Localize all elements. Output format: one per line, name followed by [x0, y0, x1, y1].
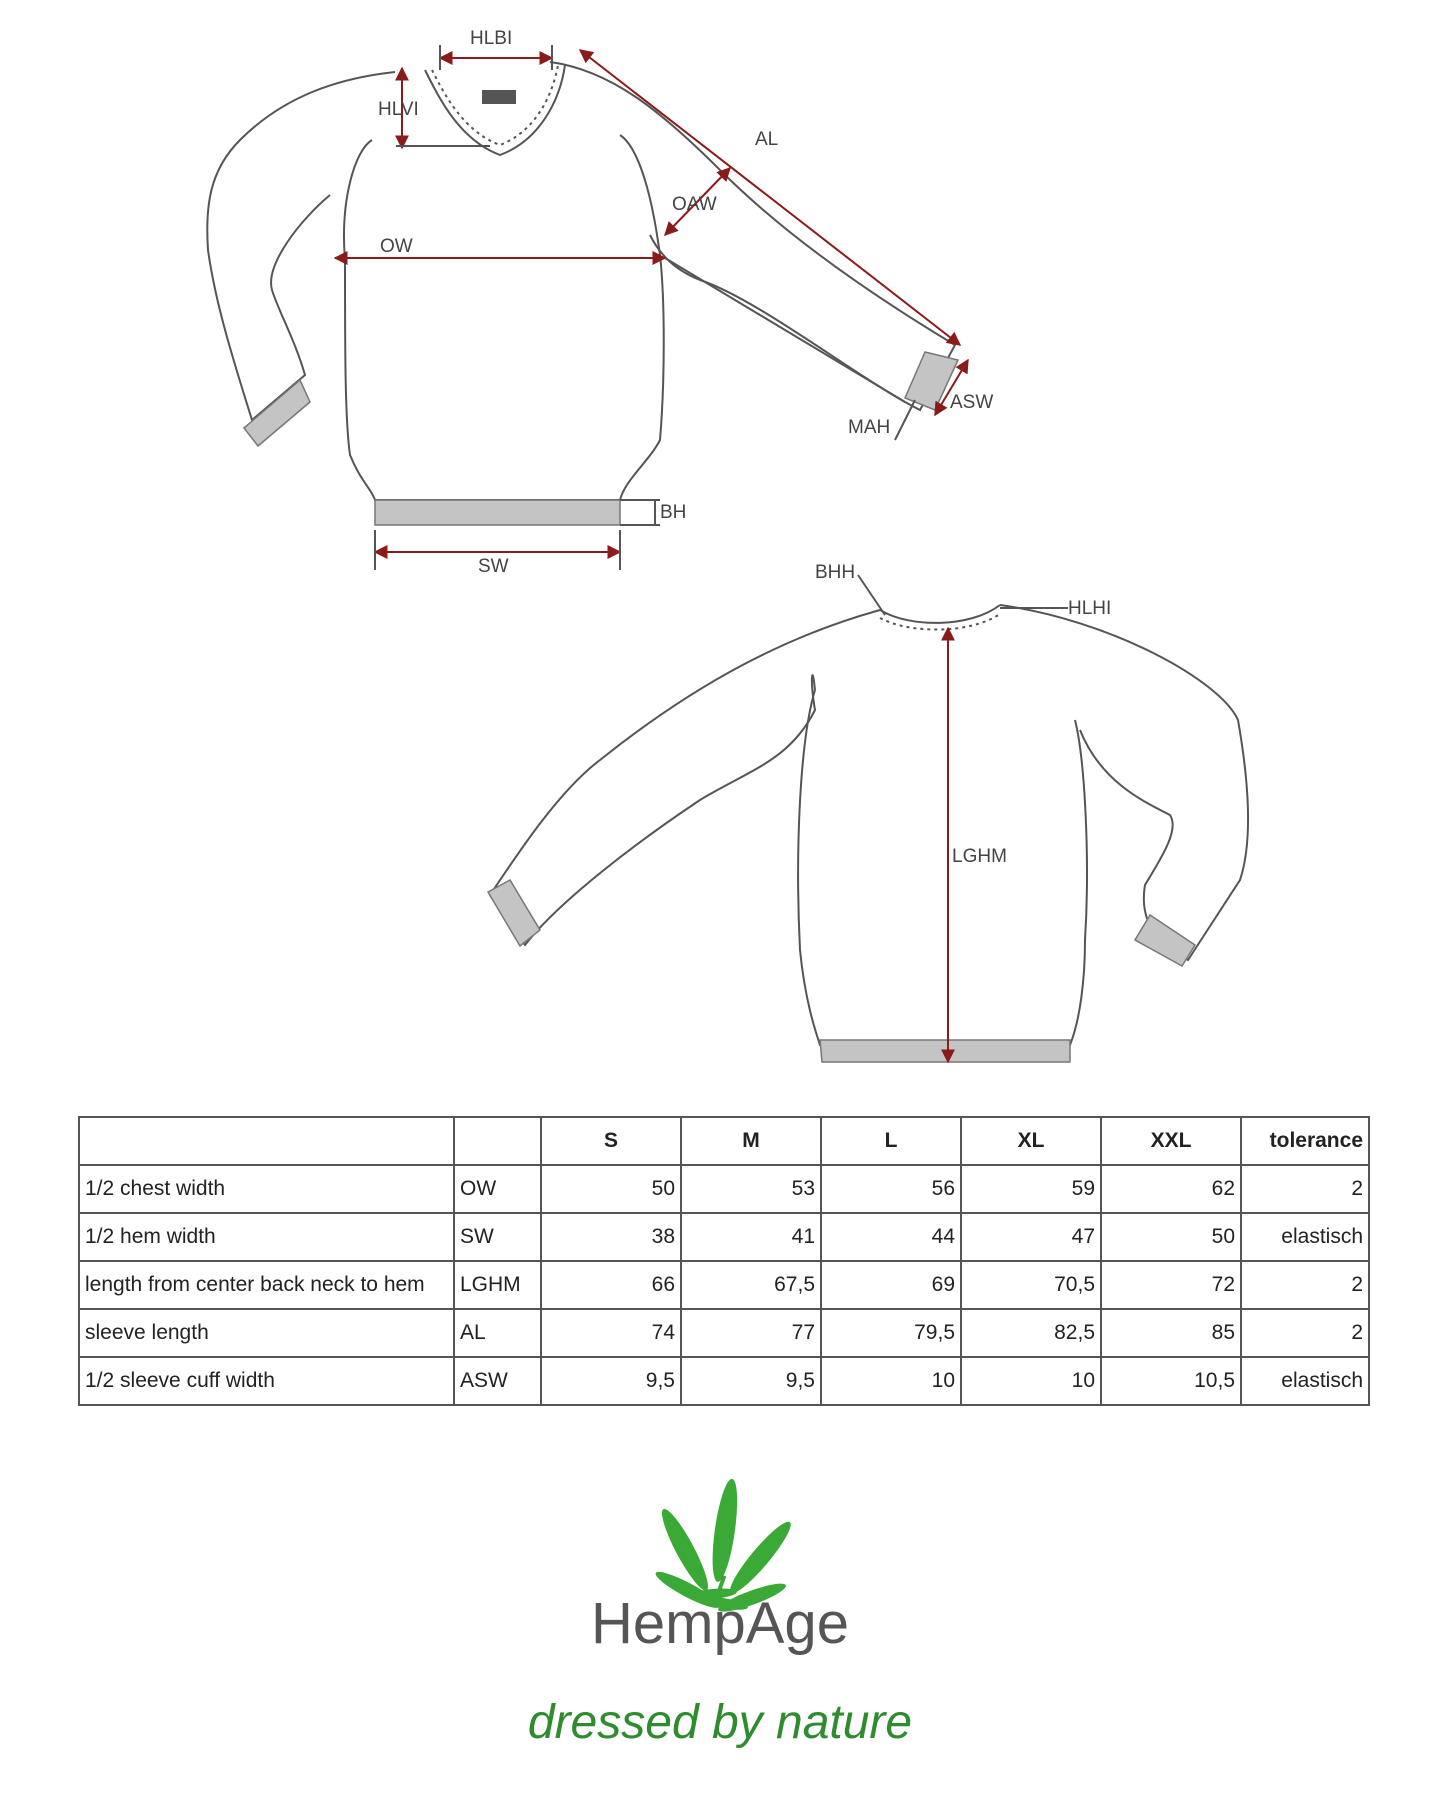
cell-tolerance: 2	[1241, 1261, 1369, 1309]
back-sweater	[490, 605, 1248, 1045]
label-lghm: LGHM	[952, 846, 1007, 867]
label-hlvi: HLVI	[378, 99, 419, 120]
label-hlbi: HLBI	[470, 28, 513, 49]
cell-xl: 82,5	[961, 1309, 1101, 1357]
table-row	[79, 1213, 1369, 1261]
mah-line	[665, 258, 905, 402]
row-code: AL	[454, 1309, 541, 1357]
cell-l: 69	[821, 1261, 961, 1309]
row-code: LGHM	[454, 1261, 541, 1309]
header-size-s: S	[541, 1117, 681, 1165]
label-sw: SW	[478, 556, 509, 577]
back-measurements	[858, 575, 1068, 1062]
cell-xl: 47	[961, 1213, 1101, 1261]
neck-label-tag	[482, 90, 516, 104]
cell-xl: 10	[961, 1357, 1101, 1405]
front-measure-labels	[378, 28, 993, 577]
cell-m: 67,5	[681, 1261, 821, 1309]
row-label: length from center back neck to hem	[79, 1261, 454, 1309]
front-left-sleeve	[207, 72, 395, 420]
header-tolerance: tolerance	[1241, 1117, 1369, 1165]
row-code: ASW	[454, 1357, 541, 1405]
label-ow: OW	[380, 236, 413, 257]
back-ribbing	[488, 880, 1195, 1062]
header-size-l: L	[821, 1117, 961, 1165]
row-label: 1/2 sleeve cuff width	[79, 1357, 454, 1405]
cell-l: 10	[821, 1357, 961, 1405]
label-oaw: OAW	[672, 194, 717, 215]
brand-tagline: dressed by nature	[527, 1696, 913, 1749]
front-neckline	[425, 65, 565, 155]
cell-s: 50	[541, 1165, 681, 1213]
cell-l: 56	[821, 1165, 961, 1213]
cell-tolerance: 2	[1241, 1309, 1369, 1357]
label-mah: MAH	[848, 417, 891, 438]
back-right-sleeve	[1000, 605, 1248, 960]
al-line	[580, 50, 960, 345]
header-label	[79, 1117, 454, 1165]
cell-m: 9,5	[681, 1357, 821, 1405]
cell-l: 44	[821, 1213, 961, 1261]
back-hem-rib	[820, 1040, 1070, 1062]
cell-l: 79,5	[821, 1309, 961, 1357]
cell-m: 77	[681, 1309, 821, 1357]
row-label: sleeve length	[79, 1309, 454, 1357]
brand-name: HempAge	[591, 1591, 849, 1656]
back-right-cuff	[1135, 915, 1195, 966]
cell-tolerance: elastisch	[1241, 1357, 1369, 1405]
front-measurements	[335, 45, 968, 570]
front-body-outline	[344, 135, 664, 500]
cell-s: 9,5	[541, 1357, 681, 1405]
row-code: SW	[454, 1213, 541, 1261]
row-label: 1/2 chest width	[79, 1165, 454, 1213]
header-size-xl: XL	[961, 1117, 1101, 1165]
front-left-cuff	[244, 380, 310, 446]
cell-xxl: 50	[1101, 1213, 1241, 1261]
header-size-xxl: XXL	[1101, 1117, 1241, 1165]
cell-tolerance: 2	[1241, 1165, 1369, 1213]
cell-m: 41	[681, 1213, 821, 1261]
cell-xxl: 72	[1101, 1261, 1241, 1309]
cell-m: 53	[681, 1165, 821, 1213]
front-sweater	[207, 62, 955, 500]
back-left-cuff	[488, 880, 540, 946]
label-asw: ASW	[950, 392, 994, 413]
table-header-row	[79, 1117, 1369, 1165]
label-hlhi: HLHI	[1068, 598, 1112, 619]
front-hem-rib	[375, 500, 620, 525]
table-row	[79, 1309, 1369, 1357]
front-right-sleeve	[550, 62, 955, 410]
cell-tolerance: elastisch	[1241, 1213, 1369, 1261]
size-chart-table	[78, 1116, 1370, 1406]
cell-s: 38	[541, 1213, 681, 1261]
table-row	[79, 1165, 1369, 1213]
label-bhh: BHH	[815, 562, 856, 583]
row-code: OW	[454, 1165, 541, 1213]
header-code	[454, 1117, 541, 1165]
cell-xxl: 62	[1101, 1165, 1241, 1213]
back-body-outline	[798, 690, 1087, 1045]
bhh-line	[858, 575, 885, 615]
cell-xl: 70,5	[961, 1261, 1101, 1309]
back-left-sleeve	[490, 610, 880, 945]
label-bh: BH	[660, 502, 687, 523]
row-label: 1/2 hem width	[79, 1213, 454, 1261]
label-al: AL	[755, 129, 779, 150]
cell-xl: 59	[961, 1165, 1101, 1213]
back-neckline	[880, 605, 1000, 623]
table-row	[79, 1357, 1369, 1405]
cell-xxl: 85	[1101, 1309, 1241, 1357]
cell-xxl: 10,5	[1101, 1357, 1241, 1405]
table-row	[79, 1261, 1369, 1309]
cell-s: 74	[541, 1309, 681, 1357]
header-size-m: M	[681, 1117, 821, 1165]
cell-s: 66	[541, 1261, 681, 1309]
